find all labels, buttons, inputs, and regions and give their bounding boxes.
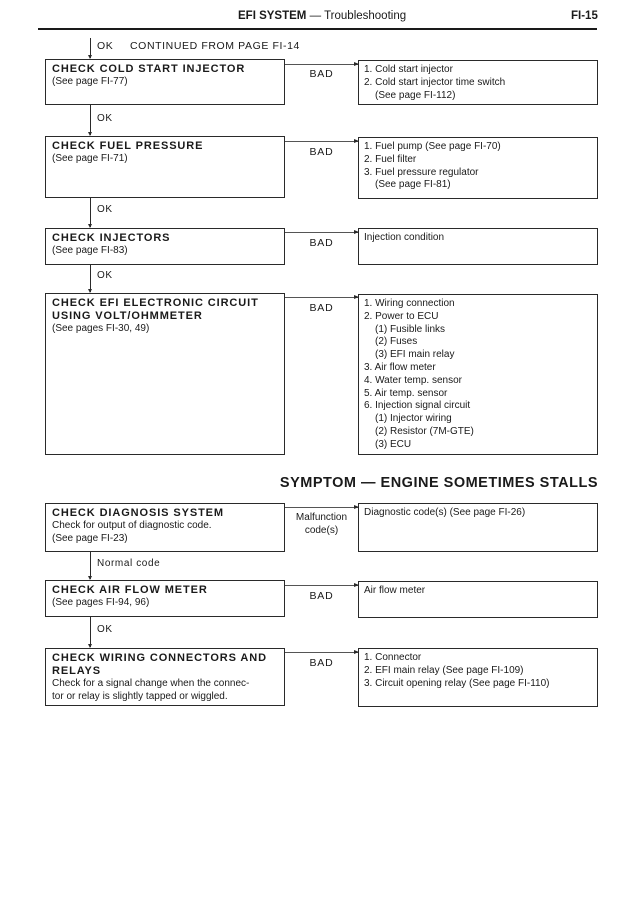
step-title: CHECK EFI ELECTRONIC CIRCUIT [52, 297, 259, 309]
step-title: CHECK DIAGNOSIS SYSTEM [52, 507, 224, 519]
normal-code-label: Normal code [97, 558, 161, 569]
step-title: USING VOLT/OHMMETER [52, 310, 203, 322]
bad-arrow [285, 652, 358, 653]
step-reference: (See page FI-77) [52, 76, 128, 87]
ok-label: OK [97, 113, 113, 124]
wiring-connectors-result-box [358, 648, 598, 707]
flow-arrow-down [90, 265, 91, 292]
result-line: 1. Fuel pump (See page FI-70) [364, 141, 501, 152]
bad-label: BAD [309, 590, 334, 602]
bad-arrow [285, 585, 358, 586]
malfunction-codes-label [285, 512, 358, 537]
step-title: RELAYS [52, 665, 102, 677]
step-description: tor or relay is slightly tapped or wiggled. [52, 690, 228, 702]
step-description: Check for a signal change when the connec- [52, 678, 250, 689]
check-efi-electronic-circuit-box [45, 293, 285, 455]
result-line: 1. Connector [364, 652, 422, 663]
check-air-flow-meter-box [45, 580, 285, 617]
bad-label: BAD [309, 146, 334, 158]
result-line: 1. Cold start injector [364, 64, 453, 75]
result-subline: (1) Fusible links [375, 323, 446, 335]
flow-arrow-down [90, 105, 91, 135]
section-subtitle: Troubleshooting [324, 10, 407, 22]
header-rule [38, 28, 597, 30]
air-flow-meter-result-box [358, 581, 598, 618]
ok-label: OK [97, 204, 113, 215]
header-separator: — [309, 10, 322, 22]
check-cold-start-injector-box [45, 59, 285, 105]
result-line: 3. Circuit opening relay (See page FI-110) [364, 677, 550, 689]
step-title: CHECK WIRING CONNECTORS AND [52, 652, 267, 664]
step-reference: (See page FI-71) [52, 153, 128, 164]
step-title: CHECK AIR FLOW METER [52, 584, 208, 596]
check-wiring-connectors-box [45, 648, 285, 706]
bad-arrow [285, 297, 358, 298]
flow-arrow-down [90, 552, 91, 579]
check-diagnosis-system-box [45, 503, 285, 552]
step-reference: (See pages FI-30, 49) [52, 323, 150, 334]
flow-arrow-down [90, 198, 91, 227]
result-line: 4. Water temp. sensor [364, 374, 462, 386]
step-title: CHECK INJECTORS [52, 232, 171, 244]
check-fuel-pressure-box [45, 136, 285, 198]
page-header-title [238, 10, 406, 22]
result-line: 3. Air flow meter [364, 361, 436, 373]
malfunction-label-line: code(s) [304, 524, 339, 536]
flow-arrow-down [90, 38, 91, 58]
symptom-heading: SYMPTOM — ENGINE SOMETIMES STALLS [279, 475, 598, 491]
result-line: 5. Air temp. sensor [364, 387, 448, 399]
result-line: Diagnostic code(s) (See page FI-26) [364, 507, 526, 518]
bad-label: BAD [309, 657, 334, 669]
result-line: 2. Cold start injector time switch [364, 76, 506, 88]
result-subline: (1) Injector wiring [375, 413, 452, 425]
malfunction-arrow [285, 507, 358, 508]
bad-label: BAD [309, 68, 334, 80]
section-name: EFI SYSTEM [238, 10, 307, 22]
flow-arrow-down [90, 617, 91, 647]
bad-arrow [285, 232, 358, 233]
efi-electronic-circuit-result-box [358, 294, 598, 455]
step-reference: (See pages FI-94, 96) [52, 597, 150, 608]
cold-start-injector-result-box [358, 60, 598, 105]
check-injectors-box [45, 228, 285, 265]
step-reference: (See page FI-23) [52, 532, 128, 544]
bad-label: BAD [309, 302, 334, 314]
step-title: CHECK COLD START INJECTOR [52, 63, 246, 75]
ok-label: OK [97, 270, 113, 281]
result-line: Injection condition [364, 232, 445, 243]
result-line: 2. EFI main relay (See page FI-109) [364, 664, 524, 676]
continued-ok-label: OK [97, 40, 114, 52]
bad-label: BAD [309, 237, 334, 249]
diagnostic-codes-result-box [358, 503, 598, 552]
result-line: 2. Fuel filter [364, 153, 417, 165]
result-subline: (3) ECU [375, 438, 412, 450]
result-line: 2. Power to ECU [364, 310, 439, 322]
page-number: FI-15 [571, 10, 598, 22]
result-line: 3. Fuel pressure regulator [364, 166, 479, 178]
fuel-pressure-result-box [358, 137, 598, 199]
step-reference: (See page FI-83) [52, 245, 128, 256]
bad-arrow [285, 141, 358, 142]
continued-from-text: CONTINUED FROM PAGE FI-14 [130, 40, 300, 52]
result-subline: (2) Fuses [375, 336, 418, 348]
malfunction-label-line: Malfunction [295, 512, 348, 523]
ok-label: OK [97, 624, 113, 635]
result-subline: (2) Resistor (7M-GTE) [375, 425, 474, 437]
bad-arrow [285, 64, 358, 65]
result-line: (See page FI-81) [375, 179, 451, 191]
result-line: Air flow meter [364, 585, 426, 596]
step-title: CHECK FUEL PRESSURE [52, 140, 204, 152]
injectors-result-box [358, 228, 598, 265]
result-line: (See page FI-112) [375, 89, 456, 101]
result-line: 1. Wiring connection [364, 298, 455, 309]
step-description: Check for output of diagnostic code. [52, 520, 212, 531]
result-line: 6. Injection signal circuit [364, 400, 471, 412]
result-subline: (3) EFI main relay [375, 349, 455, 361]
